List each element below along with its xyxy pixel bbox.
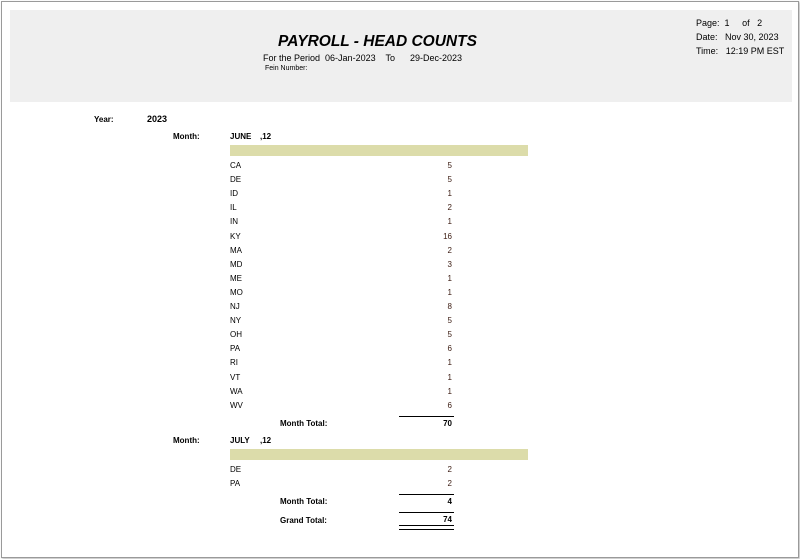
state-code: MA bbox=[230, 245, 242, 255]
of-label: of bbox=[742, 18, 750, 28]
head-count: 2 bbox=[447, 465, 452, 474]
time-info bbox=[696, 46, 784, 56]
state-code: CA bbox=[230, 161, 242, 170]
state-code: NY bbox=[230, 316, 242, 326]
head-count: 2 bbox=[447, 203, 452, 213]
date-value: Nov 30, 2023 bbox=[725, 32, 779, 42]
head-count: 16 bbox=[443, 231, 452, 241]
head-count: 1 bbox=[447, 273, 452, 283]
page-info bbox=[696, 18, 762, 28]
state-code: DE bbox=[230, 465, 242, 474]
year-value: 2023 bbox=[147, 114, 168, 124]
total-rule bbox=[399, 494, 454, 495]
head-count: 1 bbox=[447, 189, 452, 199]
state-code: DE bbox=[230, 175, 242, 185]
state-code: WV bbox=[230, 400, 243, 410]
page-count: 2 bbox=[757, 18, 763, 28]
head-count: 5 bbox=[447, 161, 452, 170]
state-code: VT bbox=[230, 372, 241, 382]
month-suffix: ,12 bbox=[260, 132, 272, 141]
fein-label: Fein Number: bbox=[265, 65, 308, 72]
page-label: Page: bbox=[696, 18, 720, 28]
state-code: NJ bbox=[230, 302, 240, 311]
state-code: ID bbox=[230, 189, 238, 199]
period-from: 06-Jan-2023 bbox=[325, 53, 376, 63]
date-label: Date: bbox=[696, 32, 718, 42]
head-count: 2 bbox=[447, 245, 452, 255]
month-name: JULY bbox=[230, 436, 250, 445]
state-code: WA bbox=[230, 386, 243, 396]
page-number: 1 bbox=[724, 18, 730, 28]
state-code: OH bbox=[230, 330, 242, 340]
head-count: 5 bbox=[447, 316, 452, 326]
head-count: 6 bbox=[447, 400, 452, 410]
month-label: Month: bbox=[173, 436, 200, 445]
state-code: MO bbox=[230, 287, 243, 297]
period-to: 29-Dec-2023 bbox=[409, 53, 462, 63]
head-count: 6 bbox=[447, 344, 452, 354]
total-rule bbox=[399, 416, 454, 417]
state-code: MD bbox=[230, 259, 243, 269]
period-to-label: To bbox=[385, 53, 395, 63]
head-count: 1 bbox=[447, 386, 452, 396]
month-total-value: 70 bbox=[443, 418, 452, 428]
state-code: IL bbox=[230, 203, 237, 213]
head-count: 5 bbox=[447, 175, 452, 185]
state-code: IN bbox=[230, 217, 238, 227]
grand-total-underline bbox=[399, 525, 454, 530]
head-count: 1 bbox=[447, 358, 452, 368]
head-count: 3 bbox=[447, 259, 452, 269]
head-count: 5 bbox=[447, 330, 452, 340]
time-label: Time: bbox=[696, 46, 719, 56]
month-total-value: 4 bbox=[447, 497, 452, 507]
time-value: 12:19 PM EST bbox=[725, 46, 785, 56]
grand-total-label: Grand Total: bbox=[280, 516, 327, 525]
report-title: PAYROLL - HEAD COUNTS bbox=[278, 33, 477, 50]
grand-total-rule bbox=[399, 512, 454, 513]
state-code: KY bbox=[230, 231, 241, 241]
month-name: JUNE bbox=[230, 132, 252, 141]
period-label: For the Period bbox=[263, 53, 321, 63]
year-label: Year: bbox=[94, 115, 114, 124]
month-suffix: ,12 bbox=[260, 436, 272, 445]
head-count: 2 bbox=[447, 479, 452, 489]
head-count: 1 bbox=[447, 287, 452, 297]
head-count: 8 bbox=[447, 302, 452, 311]
date-info bbox=[696, 32, 779, 42]
month-label: Month: bbox=[173, 132, 200, 141]
state-code: RI bbox=[230, 358, 238, 368]
head-count: 1 bbox=[447, 372, 452, 382]
month-header-band bbox=[230, 449, 528, 460]
state-code: ME bbox=[230, 273, 242, 283]
state-code: PA bbox=[230, 479, 241, 489]
month-header-band bbox=[230, 145, 528, 156]
grand-total-value: 74 bbox=[443, 515, 452, 524]
head-count: 1 bbox=[447, 217, 452, 227]
state-code: PA bbox=[230, 344, 241, 354]
month-total-label: Month Total: bbox=[280, 497, 328, 507]
month-total-label: Month Total: bbox=[280, 418, 328, 428]
period-line bbox=[263, 53, 462, 63]
